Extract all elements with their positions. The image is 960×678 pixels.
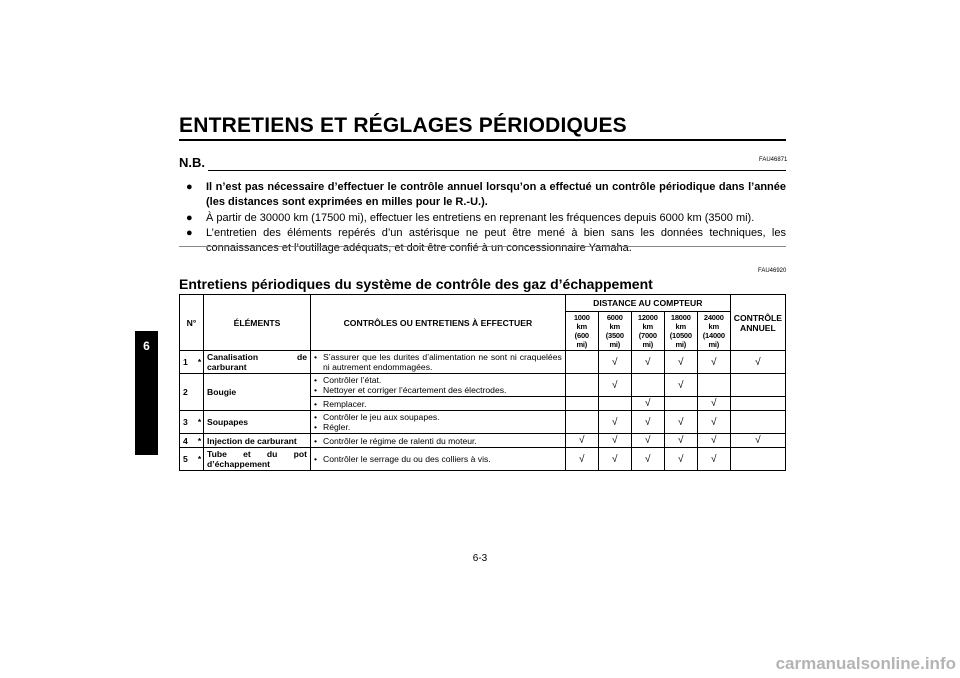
bullet-icon: • [314, 375, 318, 385]
header-distance: DISTANCE AU COMPTEUR [565, 295, 730, 312]
check-cell [631, 374, 664, 397]
nb-item-text: À partir de 30000 km (17500 mi), effectuer les entretiens en reprenant les fréquences depuis 6000 km (3500 mi). [206, 211, 755, 224]
table-row [180, 411, 786, 434]
distance-km: 12000 km [637, 313, 658, 331]
check-cell: √ [730, 434, 785, 448]
check-cell: √ [631, 351, 664, 374]
row-actions [311, 411, 566, 434]
check-cell: √ [697, 434, 730, 448]
nb-item-text: L’entretien des éléments repérés d’un astérisque ne peut être mené à bien sans les données techniques, les connaissances et l’outillage adéquats, et doit être confié à un concessionnaire Yamaha. [206, 227, 786, 254]
action-text: Remplacer. [323, 398, 367, 409]
section-reference-code: FAU46920 [758, 268, 787, 274]
check-cell [598, 397, 631, 411]
check-cell: √ [697, 397, 730, 411]
header-num: N° [180, 295, 204, 351]
action-text: Contrôler le serrage du ou des colliers à vis. [323, 454, 491, 464]
check-cell [730, 374, 785, 397]
action-text: Contrôler le jeu aux soupapes. [323, 412, 440, 422]
table-row [180, 448, 786, 471]
distance-mi: (7000 mi) [638, 331, 657, 349]
distance-km: 18000 km [670, 313, 691, 331]
check-cell: √ [697, 411, 730, 434]
bullet-icon: • [314, 435, 318, 446]
nb-label: N.B. [179, 155, 205, 170]
check-cell [565, 374, 598, 397]
check-cell [565, 351, 598, 374]
distance-column [631, 312, 664, 351]
check-cell: √ [664, 374, 697, 397]
action-text: Contrôler le régime de ralenti du moteur. [323, 435, 477, 446]
header-actions: CONTRÔLES OU ENTRETIENS À EFFECTUER [311, 295, 566, 351]
asterisk-mark: * [196, 351, 204, 374]
check-cell [565, 397, 598, 411]
maintenance-table [179, 294, 786, 471]
check-cell: √ [697, 351, 730, 374]
check-cell: √ [697, 448, 730, 471]
table-row [180, 374, 786, 397]
check-cell: √ [598, 351, 631, 374]
distance-column [697, 312, 730, 351]
row-number: 5 [180, 448, 197, 471]
action-item [314, 352, 562, 372]
distance-column [664, 312, 697, 351]
nb-end-rule [179, 246, 786, 247]
action-item [314, 385, 562, 395]
check-cell: √ [631, 397, 664, 411]
action-item [314, 375, 562, 385]
page-number: 6-3 [472, 553, 488, 564]
action-text: Contrôler l’état. [323, 375, 382, 385]
watermark: carmanualsonline.info [775, 654, 956, 673]
action-item [314, 422, 562, 432]
action-text: Nettoyer et corriger l’écartement des électrodes. [323, 385, 507, 395]
bullet-icon: • [314, 422, 318, 432]
header-elements: ÉLÉMENTS [204, 295, 311, 351]
note-reference-code: FAU46871 [759, 157, 788, 163]
row-actions [311, 397, 566, 411]
action-text: S’assurer que les durites d’alimentation ne sont ni craquelées ni autrement endommagées. [323, 352, 562, 372]
check-cell: √ [565, 434, 598, 448]
bullet-icon: • [314, 454, 318, 464]
row-number: 3 [180, 411, 197, 434]
asterisk-mark: * [196, 448, 204, 471]
row-actions [311, 434, 566, 448]
check-cell: √ [664, 448, 697, 471]
bullet-icon: • [314, 412, 318, 422]
distance-column [598, 312, 631, 351]
nb-item [186, 226, 786, 256]
bullet-icon: • [314, 398, 318, 409]
row-number: 4 [180, 434, 197, 448]
bullet-icon: • [314, 385, 318, 395]
check-cell: √ [631, 434, 664, 448]
row-actions [311, 448, 566, 471]
distance-column [565, 312, 598, 351]
table-row [180, 434, 786, 448]
row-element: Bougie [204, 374, 311, 411]
asterisk-mark: * [196, 411, 204, 434]
check-cell: √ [598, 448, 631, 471]
row-element: Soupapes [204, 411, 311, 434]
check-cell: √ [664, 351, 697, 374]
action-item [314, 412, 562, 422]
action-item [314, 454, 562, 464]
row-element: Injection de carburant [204, 434, 311, 448]
header-annual: CONTRÔLE ANNUEL [730, 295, 785, 351]
check-cell: √ [664, 411, 697, 434]
distance-mi: (14000 mi) [702, 331, 725, 349]
distance-km: 6000 km [606, 313, 623, 331]
action-item [314, 399, 562, 409]
asterisk-mark: * [196, 434, 204, 448]
table-row [180, 351, 786, 374]
bullet-icon: ● [186, 211, 193, 224]
nb-item-text: Il n’est pas nécessaire d’effectuer le contrôle annuel lorsqu’on a effectué un contrôle périodique dans l’année (les distances sont exprimées en milles pour le R.-U.). [206, 181, 786, 208]
chapter-tab [135, 331, 158, 455]
chapter-tab-number: 6 [143, 339, 150, 353]
check-cell [565, 411, 598, 434]
check-cell: √ [631, 411, 664, 434]
bullet-icon: ● [186, 181, 193, 193]
row-number: 1 [180, 351, 197, 374]
distance-km: 1000 km [573, 313, 590, 331]
row-element: Canalisation de carburant [204, 351, 311, 374]
check-cell: √ [598, 374, 631, 397]
distance-mi: (10500 mi) [669, 331, 692, 349]
bullet-icon: • [314, 352, 318, 362]
check-cell [730, 411, 785, 434]
distance-mi: (3500 mi) [605, 331, 624, 349]
page-title: ENTRETIENS ET RÉGLAGES PÉRIODIQUES [179, 114, 627, 137]
table-header-row [180, 295, 786, 312]
row-element: Tube et du pot d’échappement [204, 448, 311, 471]
nb-item [186, 211, 786, 226]
check-cell: √ [565, 448, 598, 471]
check-cell: √ [598, 411, 631, 434]
check-cell: √ [598, 434, 631, 448]
check-cell [697, 374, 730, 397]
distance-mi: (600 mi) [574, 331, 589, 349]
nb-rule [208, 170, 786, 171]
check-cell [664, 397, 697, 411]
section-heading: Entretiens périodiques du système de contrôle des gaz d’échappement [179, 276, 653, 292]
nb-item [186, 180, 786, 210]
check-cell: √ [730, 351, 785, 374]
check-cell: √ [631, 448, 664, 471]
row-actions [311, 351, 566, 374]
title-rule [179, 139, 786, 141]
distance-km: 24000 km [703, 313, 724, 331]
action-text: Régler. [323, 422, 351, 432]
check-cell: √ [664, 434, 697, 448]
action-item [314, 436, 562, 446]
check-cell [730, 397, 785, 411]
row-number: 2 [180, 374, 197, 411]
check-cell [730, 448, 785, 471]
row-actions [311, 374, 566, 397]
bullet-icon: ● [186, 227, 193, 239]
asterisk-cell [196, 374, 204, 411]
